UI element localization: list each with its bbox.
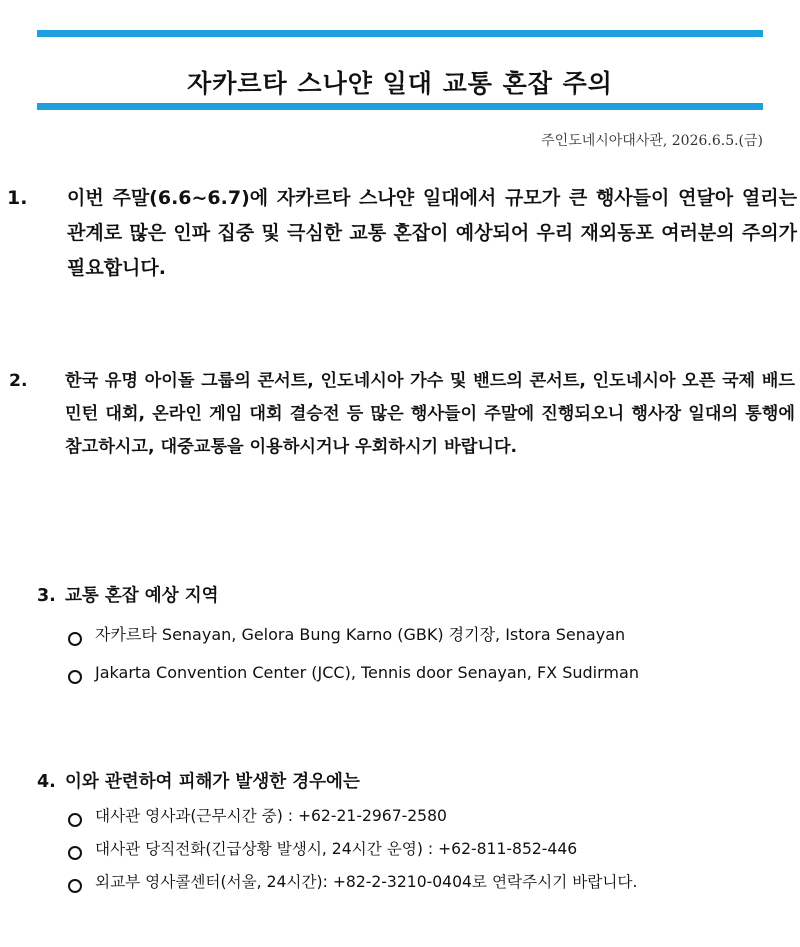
section-1-paragraph bbox=[7, 181, 797, 286]
section-3-heading bbox=[37, 582, 219, 607]
page-title: 자카르타 스나얀 일대 교통 혼잡 주의 bbox=[187, 68, 613, 98]
list-item-text: 대사관 영사과(근무시간 중) : +62-21-2967-2580 bbox=[95, 807, 447, 825]
circle-bullet-icon bbox=[68, 879, 82, 893]
section-4-heading-text: 이와 관련하여 피해가 발생한 경우에는 bbox=[65, 772, 360, 792]
section-2-paragraph bbox=[9, 365, 795, 464]
list-item bbox=[68, 620, 639, 658]
circle-bullet-icon bbox=[68, 670, 82, 684]
section-3-heading-text: 교통 혼잡 예상 지역 bbox=[65, 586, 219, 606]
list-item bbox=[68, 803, 637, 836]
contact-list bbox=[68, 803, 637, 902]
list-item-text: 대사관 당직전화(긴급상황 발생시, 24시간 운영) : +62-811-852-446 bbox=[95, 840, 578, 858]
title-bottom-rule bbox=[37, 103, 763, 110]
list-item bbox=[68, 658, 639, 696]
section-4-heading bbox=[37, 768, 360, 793]
list-item bbox=[68, 836, 637, 869]
issuer-date: 주인도네시아대사관, 2026.6.5.(금) bbox=[541, 133, 763, 149]
section-1-text: 이번 주말(6.6~6.7)에 자카르타 스나얀 일대에서 규모가 큰 행사들이 연달아 열리는 관계로 많은 인파 집중 및 극심한 교통 혼잡이 예상되어 우리 재외동포 여러분의 주의가 필요합니다. bbox=[67, 187, 797, 279]
section-4-number: 4. bbox=[37, 772, 56, 792]
circle-bullet-icon bbox=[68, 813, 82, 827]
section-2-number: 2. bbox=[9, 371, 28, 391]
circle-bullet-icon bbox=[68, 846, 82, 860]
section-1-number: 1. bbox=[7, 187, 28, 209]
circle-bullet-icon bbox=[68, 632, 82, 646]
congestion-area-list bbox=[68, 620, 639, 696]
list-item-text: 외교부 영사콜센터(서울, 24시간): +82-2-3210-0404로 연락주시기 바랍니다. bbox=[95, 873, 638, 891]
list-item-text: 자카르타 Senayan, Gelora Bung Karno (GBK) 경기장, Istora Senayan bbox=[95, 625, 626, 644]
section-2-text: 한국 유명 아이돌 그룹의 콘서트, 인도네시아 가수 및 밴드의 콘서트, 인도네시아 오픈 국제 배드민턴 대회, 온라인 게임 대회 결승전 등 많은 행사들이 주말에 진행되오니 행사장 일대의 통행에 참고하시고, 대중교통을 이용하시거나 우회하시기 바랍니다. bbox=[65, 371, 795, 457]
list-item-text: Jakarta Convention Center (JCC), Tennis door Senayan, FX Sudirman bbox=[95, 663, 639, 682]
title-top-rule bbox=[37, 30, 763, 37]
list-item bbox=[68, 869, 637, 902]
section-3-number: 3. bbox=[37, 586, 56, 606]
